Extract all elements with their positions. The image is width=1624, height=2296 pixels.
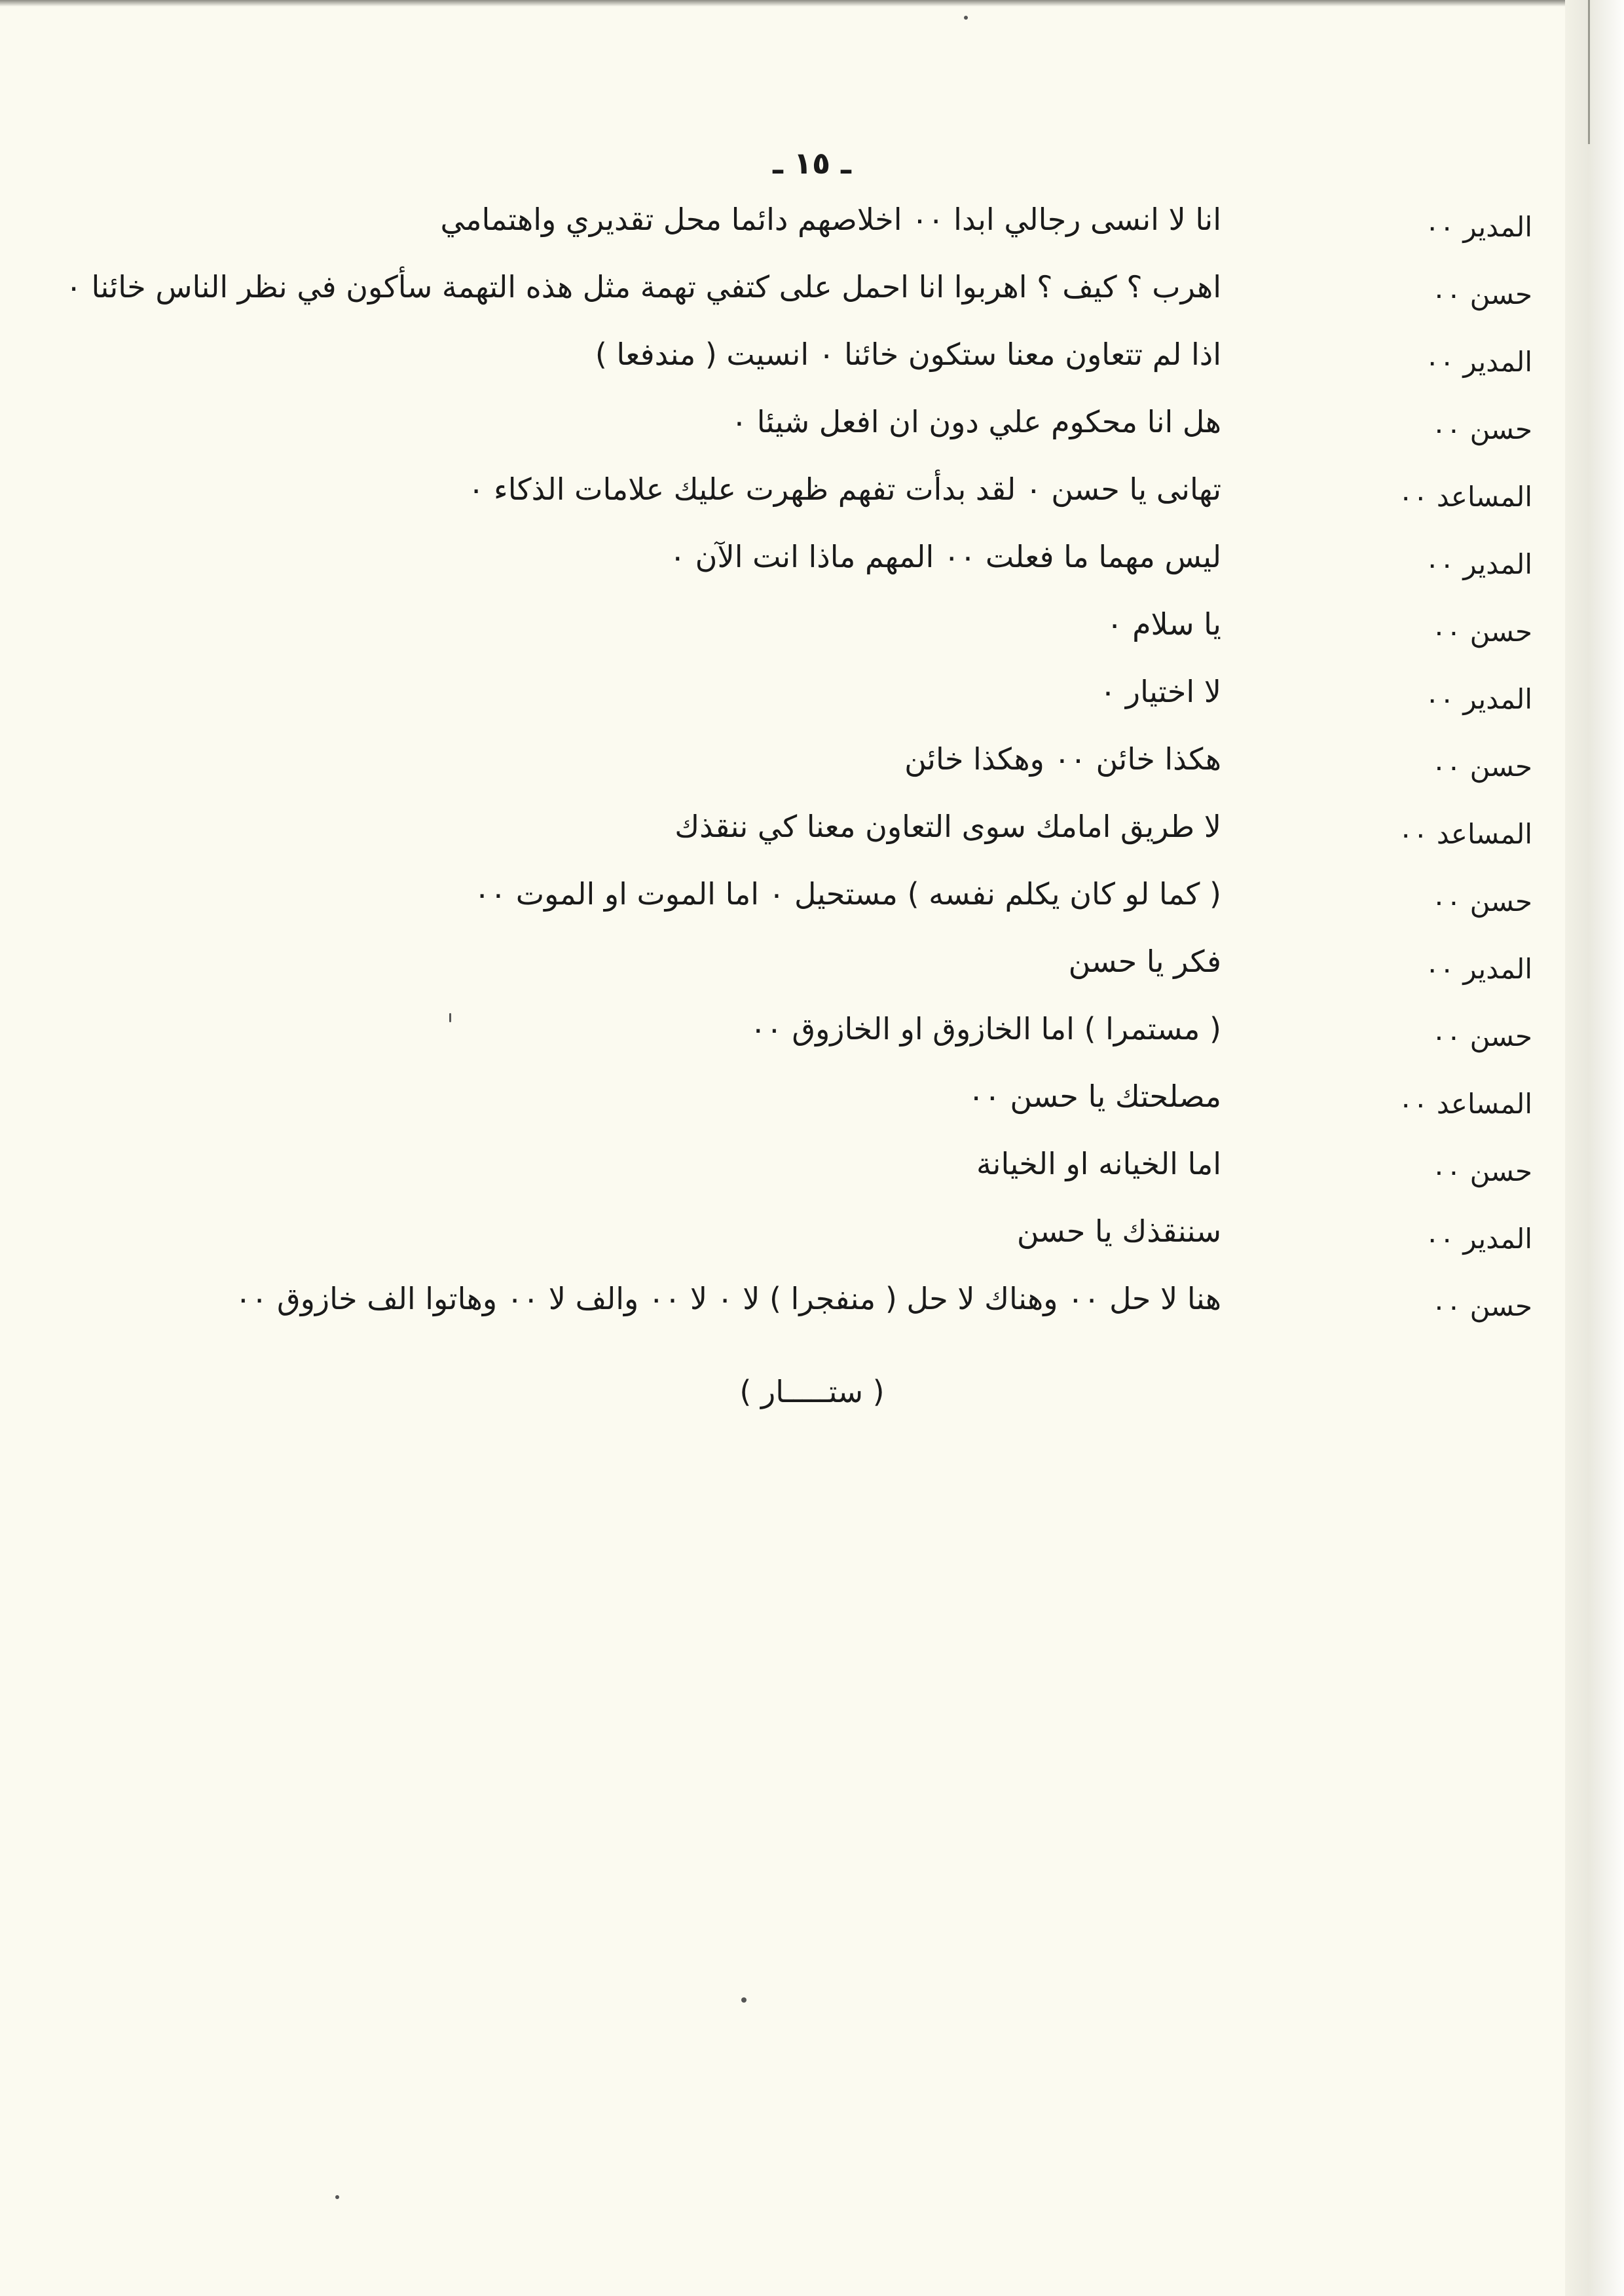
dialogue-line bbox=[72, 804, 1532, 871]
dialogue-line bbox=[72, 601, 1532, 669]
speaker-name: المدير ٠٠ bbox=[1424, 953, 1532, 985]
speaker-name: المدير ٠٠ bbox=[1424, 548, 1532, 580]
dialogue-line bbox=[72, 466, 1532, 534]
dialogue-line bbox=[72, 399, 1532, 466]
speech-text: اذا لم تتعاون معنا ستكون خائنا ٠ انسيت ( مندفعا ) bbox=[595, 337, 1221, 372]
scan-speck bbox=[335, 2195, 339, 2199]
speech-text: يا سلام ٠ bbox=[1106, 606, 1221, 642]
page-edge-line bbox=[1588, 0, 1590, 144]
speaker-name: حسن ٠٠ bbox=[1431, 1020, 1532, 1052]
speaker-name: حسن ٠٠ bbox=[1431, 750, 1532, 783]
speech-text: اما الخيانه او الخيانة bbox=[976, 1146, 1221, 1181]
dialogue-line bbox=[72, 938, 1532, 1006]
speaker-name: المساعد ٠٠ bbox=[1398, 481, 1532, 513]
speech-text: ليس مهما ما فعلت ٠٠ المهم ماذا انت الآن ٠ bbox=[669, 539, 1221, 574]
dialogue-line bbox=[72, 1141, 1532, 1208]
speaker-name: حسن ٠٠ bbox=[1431, 616, 1532, 648]
speech-text: اهرب ؟ كيف ؟ اهربوا انا احمل على كتفي تهمة مثل هذه التهمة سأكون في نظر الناس خائنا ٠ bbox=[65, 269, 1221, 305]
dialogue-line bbox=[72, 331, 1532, 399]
speaker-name: المساعد ٠٠ bbox=[1398, 1088, 1532, 1120]
dialogue-line bbox=[72, 736, 1532, 804]
dialogue-line bbox=[72, 871, 1532, 938]
page-binding-shadow bbox=[1565, 0, 1624, 2296]
speech-text: فكر يا حسن bbox=[1068, 944, 1221, 979]
page-number: ـ ١٥ ـ bbox=[773, 145, 851, 181]
speaker-name: المدير ٠٠ bbox=[1424, 683, 1532, 715]
speech-text: هكذا خائن ٠٠ وهكذا خائن bbox=[904, 741, 1221, 777]
scan-speck bbox=[449, 1013, 451, 1022]
scan-top-border bbox=[0, 0, 1624, 7]
speech-text: هل انا محكوم علي دون ان افعل شيئا ٠ bbox=[731, 404, 1221, 439]
dialogue-line bbox=[72, 669, 1532, 736]
curtain-closing: ( ستـــــار ) bbox=[739, 1374, 885, 1409]
speech-text: انا لا انسى رجالي ابدا ٠٠ اخلاصهم دائما محل تقديري واهتمامي bbox=[440, 202, 1221, 237]
speaker-name: المدير ٠٠ bbox=[1424, 346, 1532, 378]
speaker-name: حسن ٠٠ bbox=[1431, 885, 1532, 917]
dialogue-line bbox=[72, 534, 1532, 601]
speaker-name: المدير ٠٠ bbox=[1424, 211, 1532, 243]
dialogue-line bbox=[72, 1208, 1532, 1276]
speaker-name: حسن ٠٠ bbox=[1431, 278, 1532, 310]
dialogue-block bbox=[65, 196, 1532, 1343]
speech-text: ( مستمرا ) اما الخازوق او الخازوق ٠٠ bbox=[750, 1011, 1221, 1046]
speaker-name: المساعد ٠٠ bbox=[1398, 818, 1532, 850]
speech-text: هنا لا حل ٠٠ وهناك لا حل ( منفجرا ) لا ٠ لا ٠٠ والف لا ٠٠ وهاتوا الف خازوق ٠٠ bbox=[234, 1281, 1221, 1316]
dialogue-line bbox=[72, 1073, 1532, 1141]
speaker-name: حسن ٠٠ bbox=[1431, 1290, 1532, 1322]
dialogue-line bbox=[72, 1006, 1532, 1073]
speaker-name: حسن ٠٠ bbox=[1431, 1155, 1532, 1187]
scan-speck bbox=[964, 16, 968, 20]
speech-text: لا طريق امامك سوى التعاون معنا كي ننقذك bbox=[674, 809, 1221, 844]
scan-speck bbox=[741, 1997, 747, 2003]
speech-text: مصلحتك يا حسن ٠٠ bbox=[968, 1079, 1221, 1114]
speech-text: سننقذك يا حسن bbox=[1016, 1213, 1221, 1249]
speaker-name: المدير ٠٠ bbox=[1424, 1223, 1532, 1255]
dialogue-line bbox=[65, 264, 1532, 331]
speech-text: تهانى يا حسن ٠ لقد بدأت تفهم ظهرت عليك علامات الذكاء ٠ bbox=[468, 472, 1221, 507]
speech-text: ( كما لو كان يكلم نفسه ) مستحيل ٠ اما الموت او الموت ٠٠ bbox=[473, 876, 1221, 912]
speech-text: لا اختيار ٠ bbox=[1099, 674, 1221, 709]
dialogue-line bbox=[72, 1276, 1532, 1343]
speaker-name: حسن ٠٠ bbox=[1431, 413, 1532, 445]
dialogue-line bbox=[72, 196, 1532, 264]
